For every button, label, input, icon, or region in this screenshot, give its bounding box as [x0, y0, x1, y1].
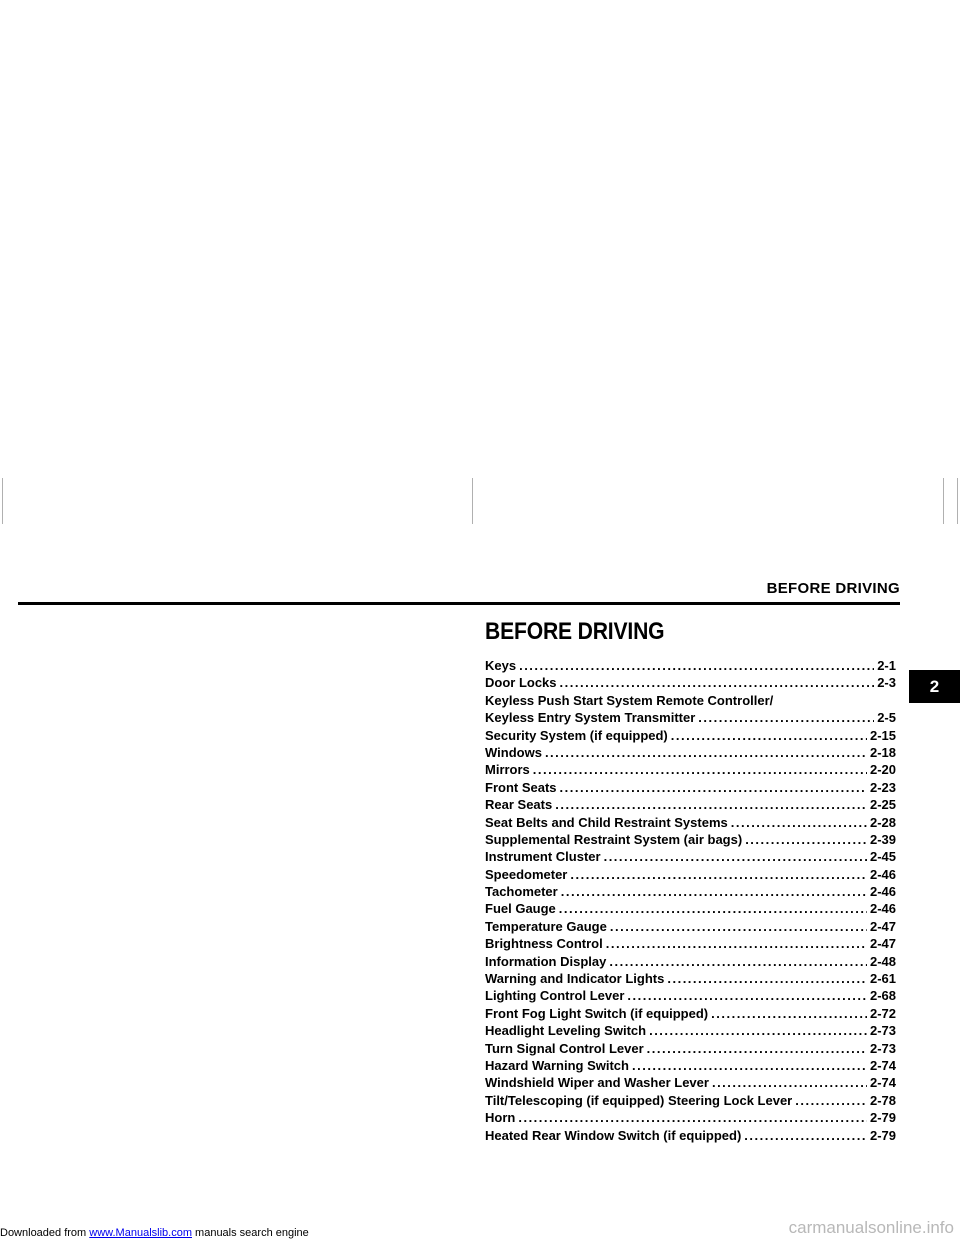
toc-entry-title: Temperature Gauge	[485, 918, 607, 934]
toc-entry-title: Fuel Gauge	[485, 901, 556, 917]
toc-entry-title: Keyless Entry System Transmitter	[485, 710, 696, 726]
toc-leader-dots	[533, 761, 867, 778]
toc-entry-title: Headlight Leveling Switch	[485, 1023, 647, 1039]
toc-entry-page: 2-73	[869, 1040, 896, 1056]
toc-entry-title: Mirrors	[485, 762, 530, 778]
toc-entry-title: Rear Seats	[485, 797, 553, 813]
toc-leader-dots	[731, 814, 867, 831]
toc-entry-page: 2-15	[869, 727, 896, 743]
toc-leader-dots	[519, 657, 874, 674]
running-header: BEFORE DRIVING	[766, 580, 900, 597]
manualslib-link[interactable]: www.Manualslib.com	[89, 1227, 192, 1239]
toc-entry[interactable]	[485, 866, 896, 883]
toc-entry[interactable]	[485, 1005, 896, 1022]
toc-entry-title: Horn	[485, 1110, 516, 1126]
watermark: carmanualsonline.info	[788, 1218, 954, 1237]
toc-leader-dots	[795, 1092, 867, 1109]
toc-entry[interactable]	[485, 1057, 896, 1074]
toc-entry-page: 2-46	[869, 901, 896, 917]
toc-entry-page: 2-78	[869, 1092, 896, 1108]
toc-leader-dots	[555, 796, 867, 813]
toc-entry[interactable]	[485, 1127, 896, 1144]
toc-entry-page: 2-25	[869, 797, 896, 813]
toc-entry[interactable]	[485, 831, 896, 848]
toc-leader-dots	[518, 1109, 867, 1126]
table-of-contents	[485, 657, 896, 1144]
crop-mark	[472, 478, 473, 524]
section-title: BEFORE DRIVING	[485, 618, 665, 645]
toc-entry-page: 2-20	[869, 762, 896, 778]
toc-entry[interactable]	[485, 1040, 896, 1057]
toc-entry[interactable]	[485, 1092, 896, 1109]
toc-entry-title: Front Seats	[485, 779, 557, 795]
toc-leader-dots	[745, 831, 867, 848]
toc-leader-dots	[744, 1127, 867, 1144]
toc-entry[interactable]	[485, 727, 896, 744]
toc-entry-page: 2-73	[869, 1023, 896, 1039]
toc-entry-page: 2-5	[877, 710, 896, 726]
toc-leader-dots	[609, 953, 867, 970]
toc-entry-title: Windshield Wiper and Washer Lever	[485, 1075, 709, 1091]
toc-entry-title: Windows	[485, 744, 542, 760]
toc-entry-page: 2-39	[869, 831, 896, 847]
toc-entry-page: 2-3	[877, 675, 896, 691]
toc-entry-page: 2-72	[869, 1005, 896, 1021]
toc-entry[interactable]	[485, 900, 896, 917]
toc-entry[interactable]	[485, 744, 896, 761]
toc-entry-page: 2-1	[877, 658, 896, 673]
toc-entry-page: 2-47	[869, 936, 896, 952]
crop-mark	[943, 478, 944, 524]
toc-entry-title: Brightness Control	[485, 936, 603, 952]
toc-entry-page: 2-79	[869, 1110, 896, 1126]
toc-entry-page: 2-47	[869, 918, 896, 934]
toc-leader-dots	[627, 987, 867, 1004]
toc-entry-page: 2-45	[869, 849, 896, 865]
toc-entry[interactable]	[485, 814, 896, 831]
toc-entry[interactable]	[485, 883, 896, 900]
toc-entry-title: Information Display	[485, 953, 607, 969]
toc-leader-dots	[559, 900, 867, 917]
toc-entry[interactable]	[485, 779, 896, 796]
toc-entry[interactable]	[485, 848, 896, 865]
toc-entry[interactable]	[485, 970, 896, 987]
toc-leader-dots	[712, 1074, 867, 1091]
toc-entry[interactable]	[485, 1109, 896, 1126]
toc-entry-page: 2-23	[869, 779, 896, 795]
toc-entry-title: Front Fog Light Switch (if equipped)	[485, 1005, 709, 1021]
toc-entry-title: Hazard Warning Switch	[485, 1057, 629, 1073]
toc-entry-title: Turn Signal Control Lever	[485, 1040, 644, 1056]
toc-entry-page: 2-68	[869, 988, 896, 1004]
chapter-tab: 2	[909, 670, 960, 703]
toc-entry-title: Keys	[485, 658, 517, 673]
toc-entry-page: 2-79	[869, 1127, 896, 1143]
crop-mark	[957, 478, 958, 524]
toc-leader-dots	[647, 1040, 867, 1057]
toc-entry[interactable]	[485, 674, 896, 691]
toc-entry-title: Heated Rear Window Switch (if equipped)	[485, 1127, 742, 1143]
toc-entry-title: Keyless Push Start System Remote Controller/	[485, 692, 774, 708]
toc-entry-title: Seat Belts and Child Restraint Systems	[485, 814, 728, 830]
toc-entry[interactable]	[485, 918, 896, 935]
toc-entry-page: 2-48	[869, 953, 896, 969]
toc-entry[interactable]	[485, 709, 896, 726]
toc-leader-dots	[606, 935, 867, 952]
toc-entry-title: Instrument Cluster	[485, 849, 601, 865]
toc-entry[interactable]	[485, 953, 896, 970]
toc-leader-dots	[698, 709, 874, 726]
toc-entry[interactable]	[485, 987, 896, 1004]
toc-leader-dots	[604, 848, 867, 865]
toc-entry[interactable]	[485, 1074, 896, 1091]
toc-entry-title: Tilt/Telescoping (if equipped) Steering Lock Lever	[485, 1092, 793, 1108]
toc-entry[interactable]	[485, 657, 896, 674]
toc-entry-page: 2-28	[869, 814, 896, 830]
toc-entry[interactable]	[485, 1022, 896, 1039]
toc-leader-dots	[711, 1005, 867, 1022]
toc-entry-page: 2-18	[869, 744, 896, 760]
toc-leader-dots	[671, 727, 867, 744]
toc-leader-dots	[560, 779, 867, 796]
toc-entry-page: 2-46	[869, 884, 896, 900]
toc-leader-dots	[570, 866, 867, 883]
toc-entry-title: Speedometer	[485, 866, 568, 882]
footer-prefix: Downloaded from	[0, 1227, 90, 1239]
toc-entry-title: Supplemental Restraint System (air bags)	[485, 831, 743, 847]
toc-entry-page: 2-46	[869, 866, 896, 882]
toc-entry-title: Door Locks	[485, 675, 557, 691]
toc-leader-dots	[649, 1022, 867, 1039]
toc-entry-page: 2-61	[869, 971, 896, 987]
toc-entry-page: 2-74	[869, 1057, 896, 1073]
crop-mark	[2, 478, 3, 524]
toc-leader-dots	[632, 1057, 867, 1074]
toc-entry-title: Security System (if equipped)	[485, 727, 668, 743]
header-rule	[18, 602, 900, 605]
toc-entry-page: 2-74	[869, 1075, 896, 1091]
footer-suffix: manuals search engine	[191, 1227, 309, 1239]
toc-leader-dots	[560, 674, 875, 691]
toc-entry[interactable]	[485, 935, 896, 952]
toc-entry[interactable]	[485, 761, 896, 778]
toc-leader-dots	[610, 918, 867, 935]
toc-entry-title: Warning and Indicator Lights	[485, 971, 665, 987]
toc-entry[interactable]	[485, 796, 896, 813]
toc-entry-title: Lighting Control Lever	[485, 988, 625, 1004]
toc-leader-dots	[561, 883, 867, 900]
toc-leader-dots	[545, 744, 867, 761]
toc-entry[interactable]	[485, 692, 896, 709]
toc-leader-dots	[667, 970, 867, 987]
toc-entry-title: Tachometer	[485, 884, 558, 900]
